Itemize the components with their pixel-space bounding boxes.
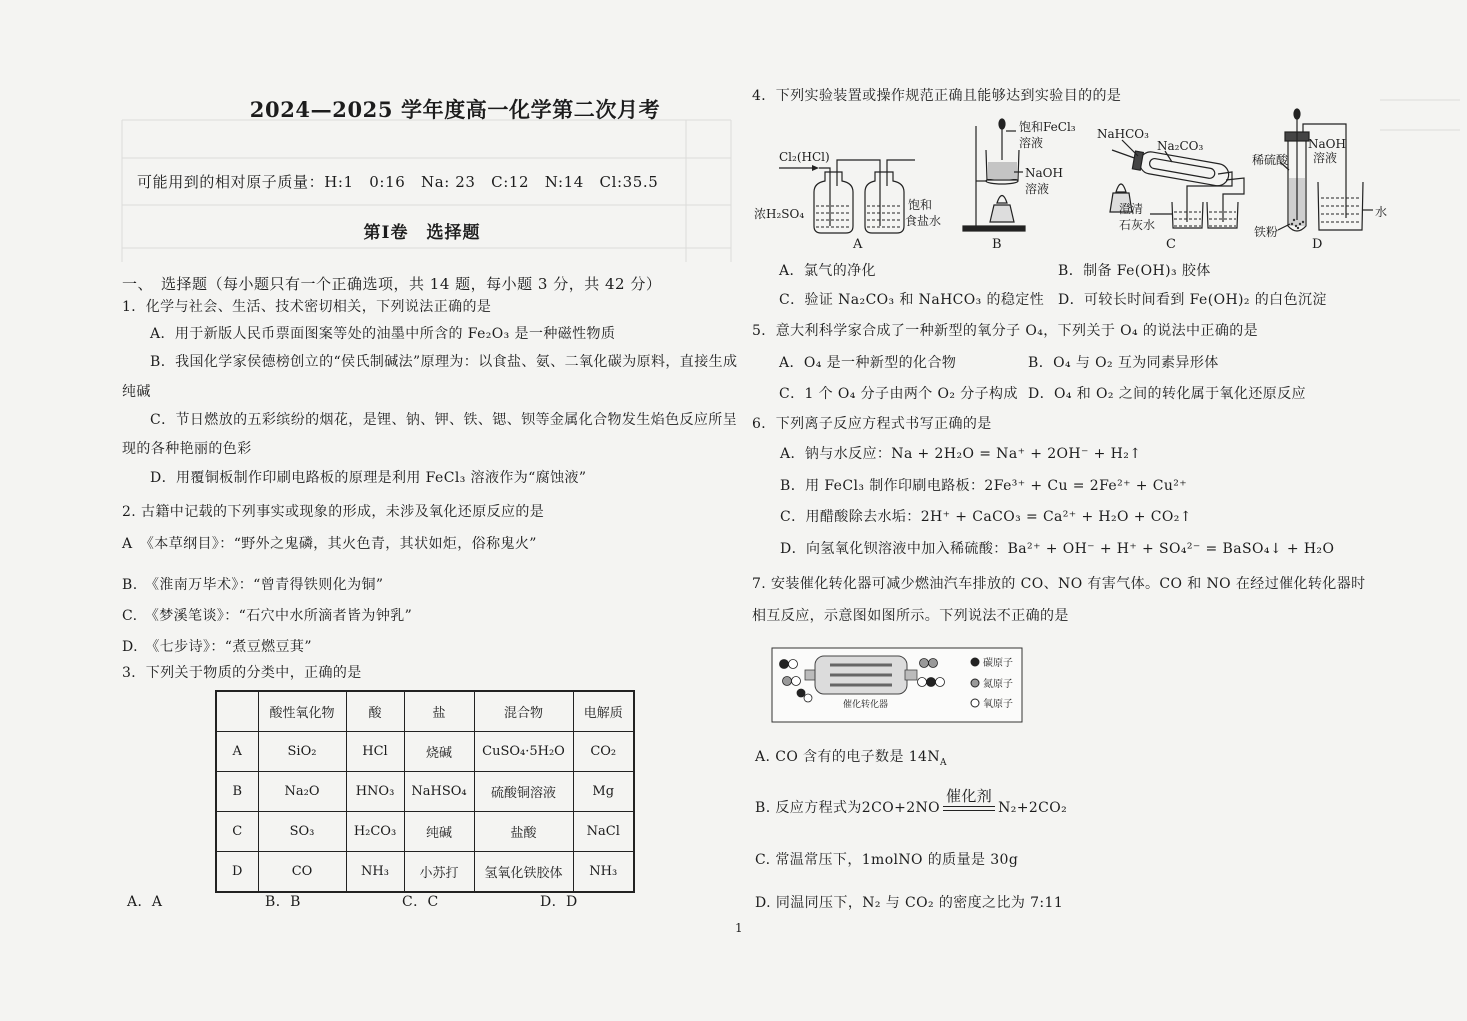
table-cell: NH₃ bbox=[346, 852, 404, 893]
option-d: D．D bbox=[540, 894, 578, 910]
table-row bbox=[216, 732, 634, 772]
stand-base bbox=[963, 226, 1025, 231]
outer-tube-label: Na₂CO₃ bbox=[1157, 139, 1204, 153]
table-cell: Na₂O bbox=[258, 772, 346, 812]
beaker-label-line1: 澄清 bbox=[1119, 202, 1144, 216]
bottle1-label: 浓H₂SO₄ bbox=[754, 207, 805, 221]
table-row bbox=[216, 812, 634, 852]
table-row-label: D bbox=[216, 852, 258, 893]
apparatus-d bbox=[1252, 109, 1387, 252]
option-d: D．可较长时间看到 Fe(OH)₂ 的白色沉淀 bbox=[1058, 292, 1327, 308]
option-c: C. 常温常压下，1molNO 的质量是 30g bbox=[755, 852, 1019, 868]
option-a bbox=[755, 748, 947, 772]
option-a: A 《本草纲目》：“野外之鬼磷，其火色青，其状如炬，俗称鬼火” bbox=[122, 536, 537, 552]
page-title: 2024—2025 学年度高一化学第二次月考 bbox=[249, 97, 661, 122]
table-row-label: C bbox=[216, 812, 258, 852]
alcohol-lamp bbox=[990, 205, 1014, 222]
table-header-cell: 酸性氧化物 bbox=[258, 691, 346, 732]
table-header-cell: 酸 bbox=[346, 691, 404, 732]
option-c: C．节日燃放的五彩缤纷的烟花，是锂、钠、钾、铁、锶、钡等金属化合物发生焰色反应所呈 bbox=[150, 412, 738, 428]
beaker-label-line1: NaOH bbox=[1025, 166, 1063, 180]
table-cell: CO bbox=[258, 852, 346, 893]
table-header-cell: 电解质 bbox=[573, 691, 634, 732]
option-b-reactants: B. 反应方程式为2CO+2NO bbox=[755, 800, 941, 816]
apparatus-d-tag: D bbox=[1312, 237, 1323, 252]
option-a: A．用于新版人民币票面图案等处的油墨中所含的 Fe₂O₃ 是一种磁性物质 bbox=[150, 326, 616, 342]
table-cell: 纯碱 bbox=[404, 812, 474, 852]
part-heading: 一、 选择题（每小题只有一个正确选项，共 14 题，每小题 3 分，共 42 分） bbox=[122, 275, 662, 293]
option-a-subscript: A bbox=[939, 757, 947, 768]
legend-nitrogen: 氮原子 bbox=[983, 679, 1013, 690]
option-b: B．B bbox=[265, 894, 301, 910]
option-d: D．用覆铜板制作印刷电路板的原理是利用 FeCl₃ 溶液作为“腐蚀液” bbox=[150, 470, 587, 486]
question-stem: 7. 安装催化转化器可减少燃油汽车排放的 CO、NO 有害气体。CO 和 NO 在经过催化转化器时 bbox=[752, 576, 1366, 592]
option-d: D. 《七步诗》：“煮豆燃豆萁” bbox=[122, 639, 312, 655]
option-a: A．钠与水反应：Na + 2H₂O = Na⁺ + 2OH⁻ + H₂↑ bbox=[780, 446, 1142, 462]
table-header-row bbox=[216, 691, 634, 732]
beaker-label-line2: 溶液 bbox=[1025, 182, 1050, 196]
option-d: D. 同温同压下，N₂ 与 CO₂ 的密度之比为 7:11 bbox=[755, 895, 1064, 911]
question-stem: 1．化学与社会、生活、技术密切相关，下列说法正确的是 bbox=[122, 299, 492, 315]
question-stem: 5．意大利科学家合成了一种新型的氧分子 O₄，下列关于 O₄ 的说法中正确的是 bbox=[752, 323, 1259, 339]
stopper bbox=[1132, 151, 1143, 170]
table-cell: CuSO₄·5H₂O bbox=[474, 732, 573, 772]
table-cell: 小苏打 bbox=[404, 852, 474, 893]
option-b-products: N₂+2CO₂ bbox=[998, 800, 1068, 816]
gas-label: Cl₂(HCl) bbox=[779, 150, 830, 164]
carbon-atom-icon bbox=[971, 658, 979, 666]
wash-bottle-2 bbox=[865, 172, 904, 233]
connector-tube bbox=[837, 160, 880, 226]
option-a: A．A bbox=[127, 894, 163, 910]
option-d: D．向氢氧化钡溶液中加入稀硫酸：Ba²⁺ + OH⁻ + H⁺ + SO₄²⁻ = BaSO₄↓ + H₂O bbox=[780, 541, 1335, 557]
question-stem-continued: 相互反应，示意图如图所示。下列说法不正确的是 bbox=[752, 608, 1069, 624]
table-cell: 硫酸铜溶液 bbox=[474, 772, 573, 812]
dropper-label-line2: 溶液 bbox=[1313, 151, 1338, 165]
table-cell: 盐酸 bbox=[474, 812, 573, 852]
table-cell: 烧碱 bbox=[404, 732, 474, 772]
option-b: B．用 FeCl₃ 制作印刷电路板：2Fe³⁺ + Cu = 2Fe²⁺ + Cu²⁺ bbox=[780, 478, 1188, 494]
apparatus-c bbox=[1097, 127, 1244, 252]
page-number: 1 bbox=[735, 921, 744, 935]
table-cell: H₂CO₃ bbox=[346, 812, 404, 852]
legend-carbon: 碳原子 bbox=[983, 658, 1013, 669]
atom-legend bbox=[971, 656, 1013, 710]
option-c: C．C bbox=[402, 894, 439, 910]
dropper-label-line1: 饱和FeCl₃ bbox=[1019, 120, 1076, 134]
figure-caption: 催化转化器 bbox=[843, 700, 889, 710]
apparatus-a bbox=[754, 150, 941, 252]
atomic-masses: 可能用到的相对原子质量：H:1 0:16 Na: 23 C:12 N:14 Cl:35.5 bbox=[137, 173, 659, 191]
oxygen-atom-icon bbox=[971, 699, 979, 707]
table-cell: SO₃ bbox=[258, 812, 346, 852]
option-d: D．O₄ 和 O₂ 之间的转化属于氧化还原反应 bbox=[1028, 386, 1306, 402]
nitrogen-atom-icon bbox=[971, 679, 979, 687]
delivery-tube-2 bbox=[1223, 178, 1244, 222]
table-cell: NH₃ bbox=[573, 852, 634, 893]
outer-test-tube bbox=[1138, 150, 1230, 187]
reaction-equals-sign bbox=[943, 786, 995, 811]
table-row bbox=[216, 772, 634, 812]
table-header-cell: 盐 bbox=[404, 691, 474, 732]
delivery-tube-1 bbox=[1187, 172, 1232, 222]
question-stem: 6．下列离子反应方程式书写正确的是 bbox=[752, 416, 992, 432]
flame bbox=[1116, 184, 1126, 192]
table-cell: NaCl bbox=[573, 812, 634, 852]
inner-tube-label: NaHCO₃ bbox=[1097, 127, 1149, 141]
table-cell: HNO₃ bbox=[346, 772, 404, 812]
option-a: A．氯气的净化 bbox=[779, 263, 876, 279]
option-c-continued: 现的各种艳丽的色彩 bbox=[122, 441, 252, 457]
option-b: B．制备 Fe(OH)₃ 胶体 bbox=[1058, 263, 1211, 279]
table-cell: CO₂ bbox=[573, 732, 634, 772]
flame bbox=[997, 196, 1007, 204]
table-body bbox=[216, 691, 634, 892]
apparatus-c-tag: C bbox=[1166, 237, 1176, 252]
option-c: C. 《梦溪笔谈》：“石穴中水所滴者皆为钟乳” bbox=[122, 608, 413, 624]
question-stem: 3．下列关于物质的分类中，正确的是 bbox=[122, 665, 362, 681]
question-stem: 2. 古籍中记载的下列事实或现象的形成，未涉及氧化还原反应的是 bbox=[122, 504, 545, 520]
option-c: C．验证 Na₂CO₃ 和 NaHCO₃ 的稳定性 bbox=[779, 292, 1045, 308]
table-header-cell: 混合物 bbox=[474, 691, 573, 732]
question-stem: 4．下列实验装置或操作规范正确且能够达到实验目的的是 bbox=[752, 88, 1122, 104]
bottle2-label-line1: 饱和 bbox=[908, 198, 933, 212]
option-b: B．我国化学家侯德榜创立的“侯氏制碱法”原理为：以食盐、氨、二氧化碳为原料，直接生成 bbox=[150, 354, 738, 370]
option-a-text: A. CO 含有的电子数是 14N bbox=[755, 749, 940, 765]
tube-label: 稀硫酸 bbox=[1252, 153, 1289, 167]
catalytic-converter-figure bbox=[772, 648, 1022, 722]
table-row-label: B bbox=[216, 772, 258, 812]
option-b: B. 《淮南万毕术》：“曾青得铁则化为铜” bbox=[122, 577, 384, 593]
table-row-label: A bbox=[216, 732, 258, 772]
option-b: B．O₄ 与 O₂ 互为同素异形体 bbox=[1028, 355, 1219, 371]
apparatus-b-tag: B bbox=[992, 237, 1002, 252]
option-b bbox=[755, 786, 1068, 817]
table-cell: NaHSO₄ bbox=[404, 772, 474, 812]
option-a: A．O₄ 是一种新型的化合物 bbox=[779, 355, 957, 371]
section-title: 第Ⅰ卷 选择题 bbox=[363, 223, 481, 243]
table-cell: HCl bbox=[346, 732, 404, 772]
beaker-label-line2: 石灰水 bbox=[1119, 218, 1156, 232]
legend-oxygen: 氧原子 bbox=[983, 699, 1013, 710]
table-cell: Mg bbox=[573, 772, 634, 812]
table-cell: 氢氧化铁胶体 bbox=[474, 852, 573, 893]
apparatus-b bbox=[963, 119, 1076, 252]
dropper-label-line1: NaOH bbox=[1308, 137, 1346, 151]
outlet-pipe bbox=[905, 670, 917, 680]
table-cell: SiO₂ bbox=[258, 732, 346, 772]
classification-table bbox=[215, 690, 635, 893]
option-c: C．1 个 O₄ 分子由两个 O₂ 分子构成 bbox=[779, 386, 1018, 402]
table-header-cell bbox=[216, 691, 258, 732]
bottle2-label-line2: 食盐水 bbox=[905, 214, 942, 228]
dropper-label-line2: 溶液 bbox=[1019, 136, 1044, 150]
reaction-condition: 催化剂 bbox=[945, 786, 993, 805]
solid-label: 铁粉 bbox=[1254, 225, 1279, 239]
wash-bottle-1 bbox=[814, 172, 853, 233]
beaker-label: 水 bbox=[1375, 205, 1388, 219]
option-b-continued: 纯碱 bbox=[122, 384, 151, 400]
outlet-tube bbox=[887, 160, 915, 186]
option-c: C．用醋酸除去水垢：2H⁺ + CaCO₃ = Ca²⁺ + H₂O + CO₂↑ bbox=[780, 509, 1192, 525]
table-row bbox=[216, 852, 634, 893]
apparatus-a-tag: A bbox=[853, 237, 863, 252]
